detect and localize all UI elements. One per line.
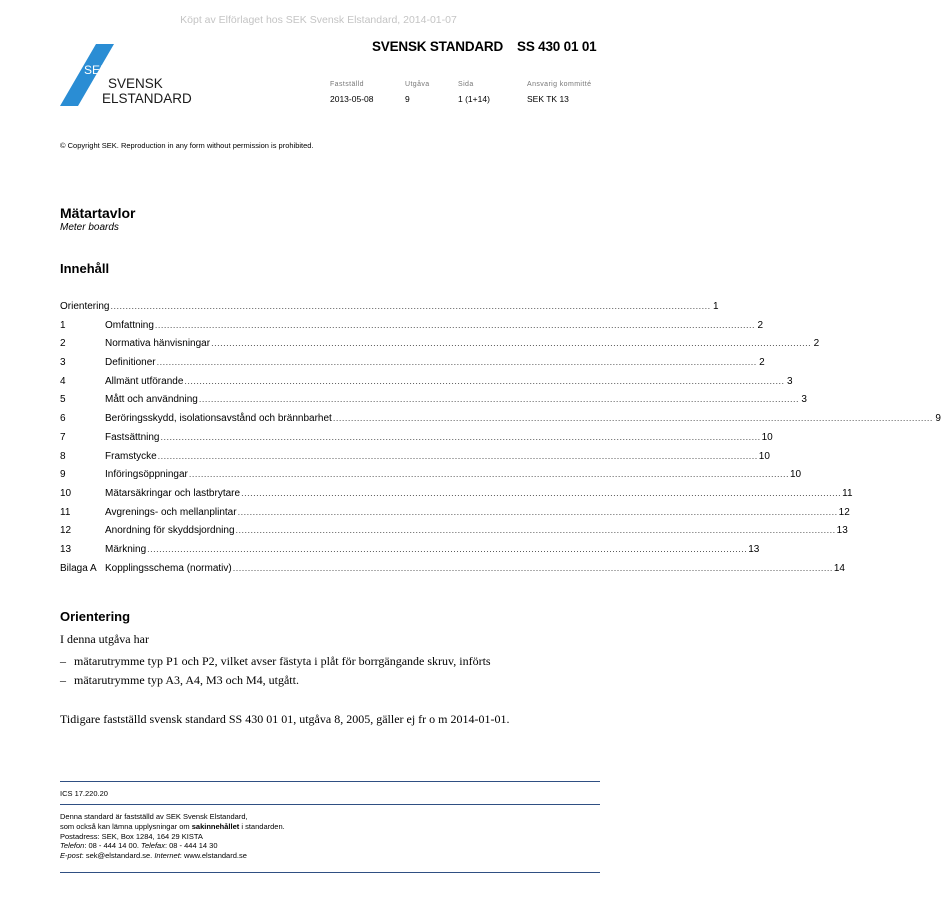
phone-label: Telefon xyxy=(60,841,85,851)
document-title: Mätartavlor xyxy=(60,205,136,221)
meta-label-utgava: Utgåva xyxy=(405,81,430,88)
table-of-contents xyxy=(60,301,941,581)
logo-line2: ELSTANDARD xyxy=(102,91,192,106)
footer-rule-bottom xyxy=(60,872,600,873)
toc-entry-page: 11 xyxy=(842,487,853,499)
toc-entry[interactable] xyxy=(60,506,850,526)
bullet-text: mätarutrymme typ P1 och P2, vilket avser fästyta i plåt för borrgängande skruv, införts xyxy=(74,654,491,668)
fax-value: : 08 - 444 14 30 xyxy=(164,841,218,851)
bullet-dash: – xyxy=(60,673,66,687)
toc-dot-leader: ........................................................................................................................................................................................................ xyxy=(198,394,799,405)
bullet-dash: – xyxy=(60,654,66,668)
toc-entry-number: 12 xyxy=(60,525,72,537)
toc-entry-number: 7 xyxy=(60,431,66,443)
publisher-line-2-post: i standarden. xyxy=(239,821,285,831)
toc-entry-title: Normativa hänvisningar xyxy=(105,338,211,350)
toc-entry-title: Definitioner xyxy=(105,357,156,369)
toc-entry[interactable] xyxy=(60,301,719,320)
toc-dot-leader: ........................................................................................................................................................................................................ xyxy=(237,506,838,517)
toc-entry[interactable] xyxy=(60,338,820,357)
meta-label-sida: Sida xyxy=(458,81,474,88)
toc-entry-title: Kopplingsschema (normativ) xyxy=(105,562,232,574)
internet-label: Internet xyxy=(154,851,180,861)
toc-entry-page: 10 xyxy=(758,450,770,462)
toc-entry-page: 12 xyxy=(838,506,850,518)
orientering-heading: Orientering xyxy=(60,609,131,624)
toc-entry[interactable] xyxy=(60,394,807,413)
standard-title xyxy=(372,39,596,54)
publisher-line-2-bold: sakinnehållet xyxy=(191,821,240,831)
purchase-watermark: Köpt av Elförlaget hos SEK Svensk Elstandard, 2014-01-07 xyxy=(180,14,457,26)
toc-entry-page: 2 xyxy=(759,357,765,369)
toc-entry-page: 14 xyxy=(833,562,845,574)
toc-entry-page: 10 xyxy=(789,469,802,481)
publisher-line-2 xyxy=(60,822,285,832)
internet-value[interactable]: : www.elstandard.se xyxy=(179,851,247,861)
toc-entry[interactable] xyxy=(60,469,802,488)
meta-label-kommitte: Ansvarig kommitté xyxy=(527,81,592,88)
orientering-intro: I denna utgåva har xyxy=(60,632,149,646)
toc-dot-leader: ........................................................................................................................................................................................................ xyxy=(232,562,833,573)
phone-value: : 08 - 444 14 00. xyxy=(84,841,142,851)
toc-entry-title: Omfattning xyxy=(105,319,154,331)
toc-entry-number: 4 xyxy=(60,375,66,387)
toc-dot-leader: ........................................................................................................................................................................................................ xyxy=(110,301,711,311)
meta-value-sida: 1 (1+14) xyxy=(458,94,490,104)
toc-entry-number: 2 xyxy=(60,338,66,350)
toc-entry-number: 9 xyxy=(60,469,66,481)
toc-dot-leader: ........................................................................................................................................................................................................ xyxy=(147,543,748,554)
toc-entry[interactable] xyxy=(60,431,773,451)
toc-dot-leader: ........................................................................................................................................................................................................ xyxy=(154,319,756,330)
phone-fax-line xyxy=(60,841,285,851)
email-web-line xyxy=(60,851,285,861)
toc-entry-number: 3 xyxy=(60,357,66,369)
footer-rule-top xyxy=(60,781,600,782)
toc-dot-leader: ........................................................................................................................................................................................................ xyxy=(184,375,785,386)
toc-dot-leader: ........................................................................................................................................................................................................ xyxy=(235,525,836,536)
meta-value-kommitte: SEK TK 13 xyxy=(527,94,569,104)
sek-logo xyxy=(60,44,200,108)
toc-entry[interactable] xyxy=(60,319,764,339)
toc-dot-leader: ........................................................................................................................................................................................................ xyxy=(188,469,789,480)
toc-heading: Innehåll xyxy=(60,261,110,276)
standard-number: SS 430 01 01 xyxy=(517,39,597,54)
toc-entry[interactable] xyxy=(60,525,848,544)
publisher-line-2-pre: som också kan lämna upplysningar om xyxy=(60,821,192,831)
toc-entry-page: 1 xyxy=(713,301,719,312)
publisher-info xyxy=(60,812,285,861)
toc-entry-page: 2 xyxy=(757,319,764,331)
toc-entry[interactable] xyxy=(60,357,765,376)
toc-entry-number: 1 xyxy=(60,319,66,331)
email-label: E-post xyxy=(60,851,82,861)
toc-dot-leader: ........................................................................................................................................................................................................ xyxy=(157,450,758,461)
toc-entry-number: 8 xyxy=(60,450,66,462)
toc-entry-title: Allmänt utförande xyxy=(105,375,184,387)
orientering-bullet-2 xyxy=(60,673,299,688)
toc-entry-page: 13 xyxy=(836,525,848,537)
email-value[interactable]: : sek@elstandard.se. xyxy=(81,851,155,861)
toc-entry-number: Bilaga A xyxy=(60,562,97,574)
toc-dot-leader: ........................................................................................................................................................................................................ xyxy=(332,413,933,424)
toc-entry-number: 11 xyxy=(60,506,71,518)
toc-entry[interactable] xyxy=(60,543,760,563)
meta-value-utgava: 9 xyxy=(405,94,410,104)
toc-entry-title: Märkning xyxy=(105,543,147,555)
toc-entry-title: Mått och användning xyxy=(105,394,198,406)
publisher-line-1: Denna standard är fastställd av SEK Svensk Elstandard, xyxy=(60,812,248,821)
fax-label: Telefax xyxy=(141,841,165,851)
meta-value-faststalld: 2013-05-08 xyxy=(330,94,374,104)
toc-entry[interactable] xyxy=(60,450,770,470)
toc-entry-page: 10 xyxy=(761,431,773,443)
toc-entry[interactable] xyxy=(60,487,853,507)
toc-entry[interactable] xyxy=(60,375,793,395)
toc-entry-page: 2 xyxy=(813,338,820,350)
ics-code: ICS 17.220.20 xyxy=(60,789,108,798)
toc-dot-leader: ........................................................................................................................................................................................................ xyxy=(160,431,761,442)
previous-edition-note: Tidigare fastställd svensk standard SS 430 01 01, utgåva 8, 2005, gäller ej fr o m 2014-01-01. xyxy=(60,712,510,726)
toc-entry-page: 3 xyxy=(801,394,807,406)
toc-entry-title: Införingsöppningar xyxy=(105,469,188,481)
toc-entry-title: Anordning för skyddsjordning xyxy=(105,525,235,537)
toc-entry-title: Fastsättning xyxy=(105,431,160,443)
orientering-bullet-1 xyxy=(60,654,491,669)
toc-entry-page: 13 xyxy=(748,543,760,555)
toc-entry-title: Mätarsäkringar och lastbrytare xyxy=(105,487,241,499)
toc-entry-title: Orientering xyxy=(60,301,110,312)
toc-entry[interactable] xyxy=(60,562,845,582)
logo-mark: SEK xyxy=(84,63,109,77)
logo-line1: SVENSK xyxy=(108,76,163,91)
meta-label-faststalld: Fastställd xyxy=(330,81,364,88)
document-subtitle: Meter boards xyxy=(60,222,119,233)
toc-entry-number: 13 xyxy=(60,543,72,555)
toc-dot-leader: ........................................................................................................................................................................................................ xyxy=(241,487,842,498)
toc-dot-leader: ........................................................................................................................................................................................................ xyxy=(211,338,812,349)
toc-entry-title: Beröringsskydd, isolationsavstånd och brännbarhet xyxy=(105,413,332,425)
toc-entry-number: 6 xyxy=(60,413,66,425)
toc-entry-page: 3 xyxy=(786,375,793,387)
copyright-notice: © Copyright SEK. Reproduction in any form without permission is prohibited. xyxy=(60,141,314,150)
standard-label: SVENSK STANDARD xyxy=(372,39,504,54)
toc-entry-title: Avgrenings- och mellanplintar xyxy=(105,506,237,518)
toc-entry[interactable] xyxy=(60,413,941,432)
bullet-text: mätarutrymme typ A3, A4, M3 och M4, utgått. xyxy=(74,673,299,687)
toc-entry-title: Framstycke xyxy=(105,450,157,462)
footer-rule-middle xyxy=(60,804,600,805)
toc-entry-page: 9 xyxy=(935,413,941,425)
toc-dot-leader: ........................................................................................................................................................................................................ xyxy=(156,357,757,368)
postal-address: Postadress: SEK, Box 1284, 164 29 KISTA xyxy=(60,831,203,841)
toc-entry-number: 5 xyxy=(60,394,66,406)
toc-entry-number: 10 xyxy=(60,487,72,499)
